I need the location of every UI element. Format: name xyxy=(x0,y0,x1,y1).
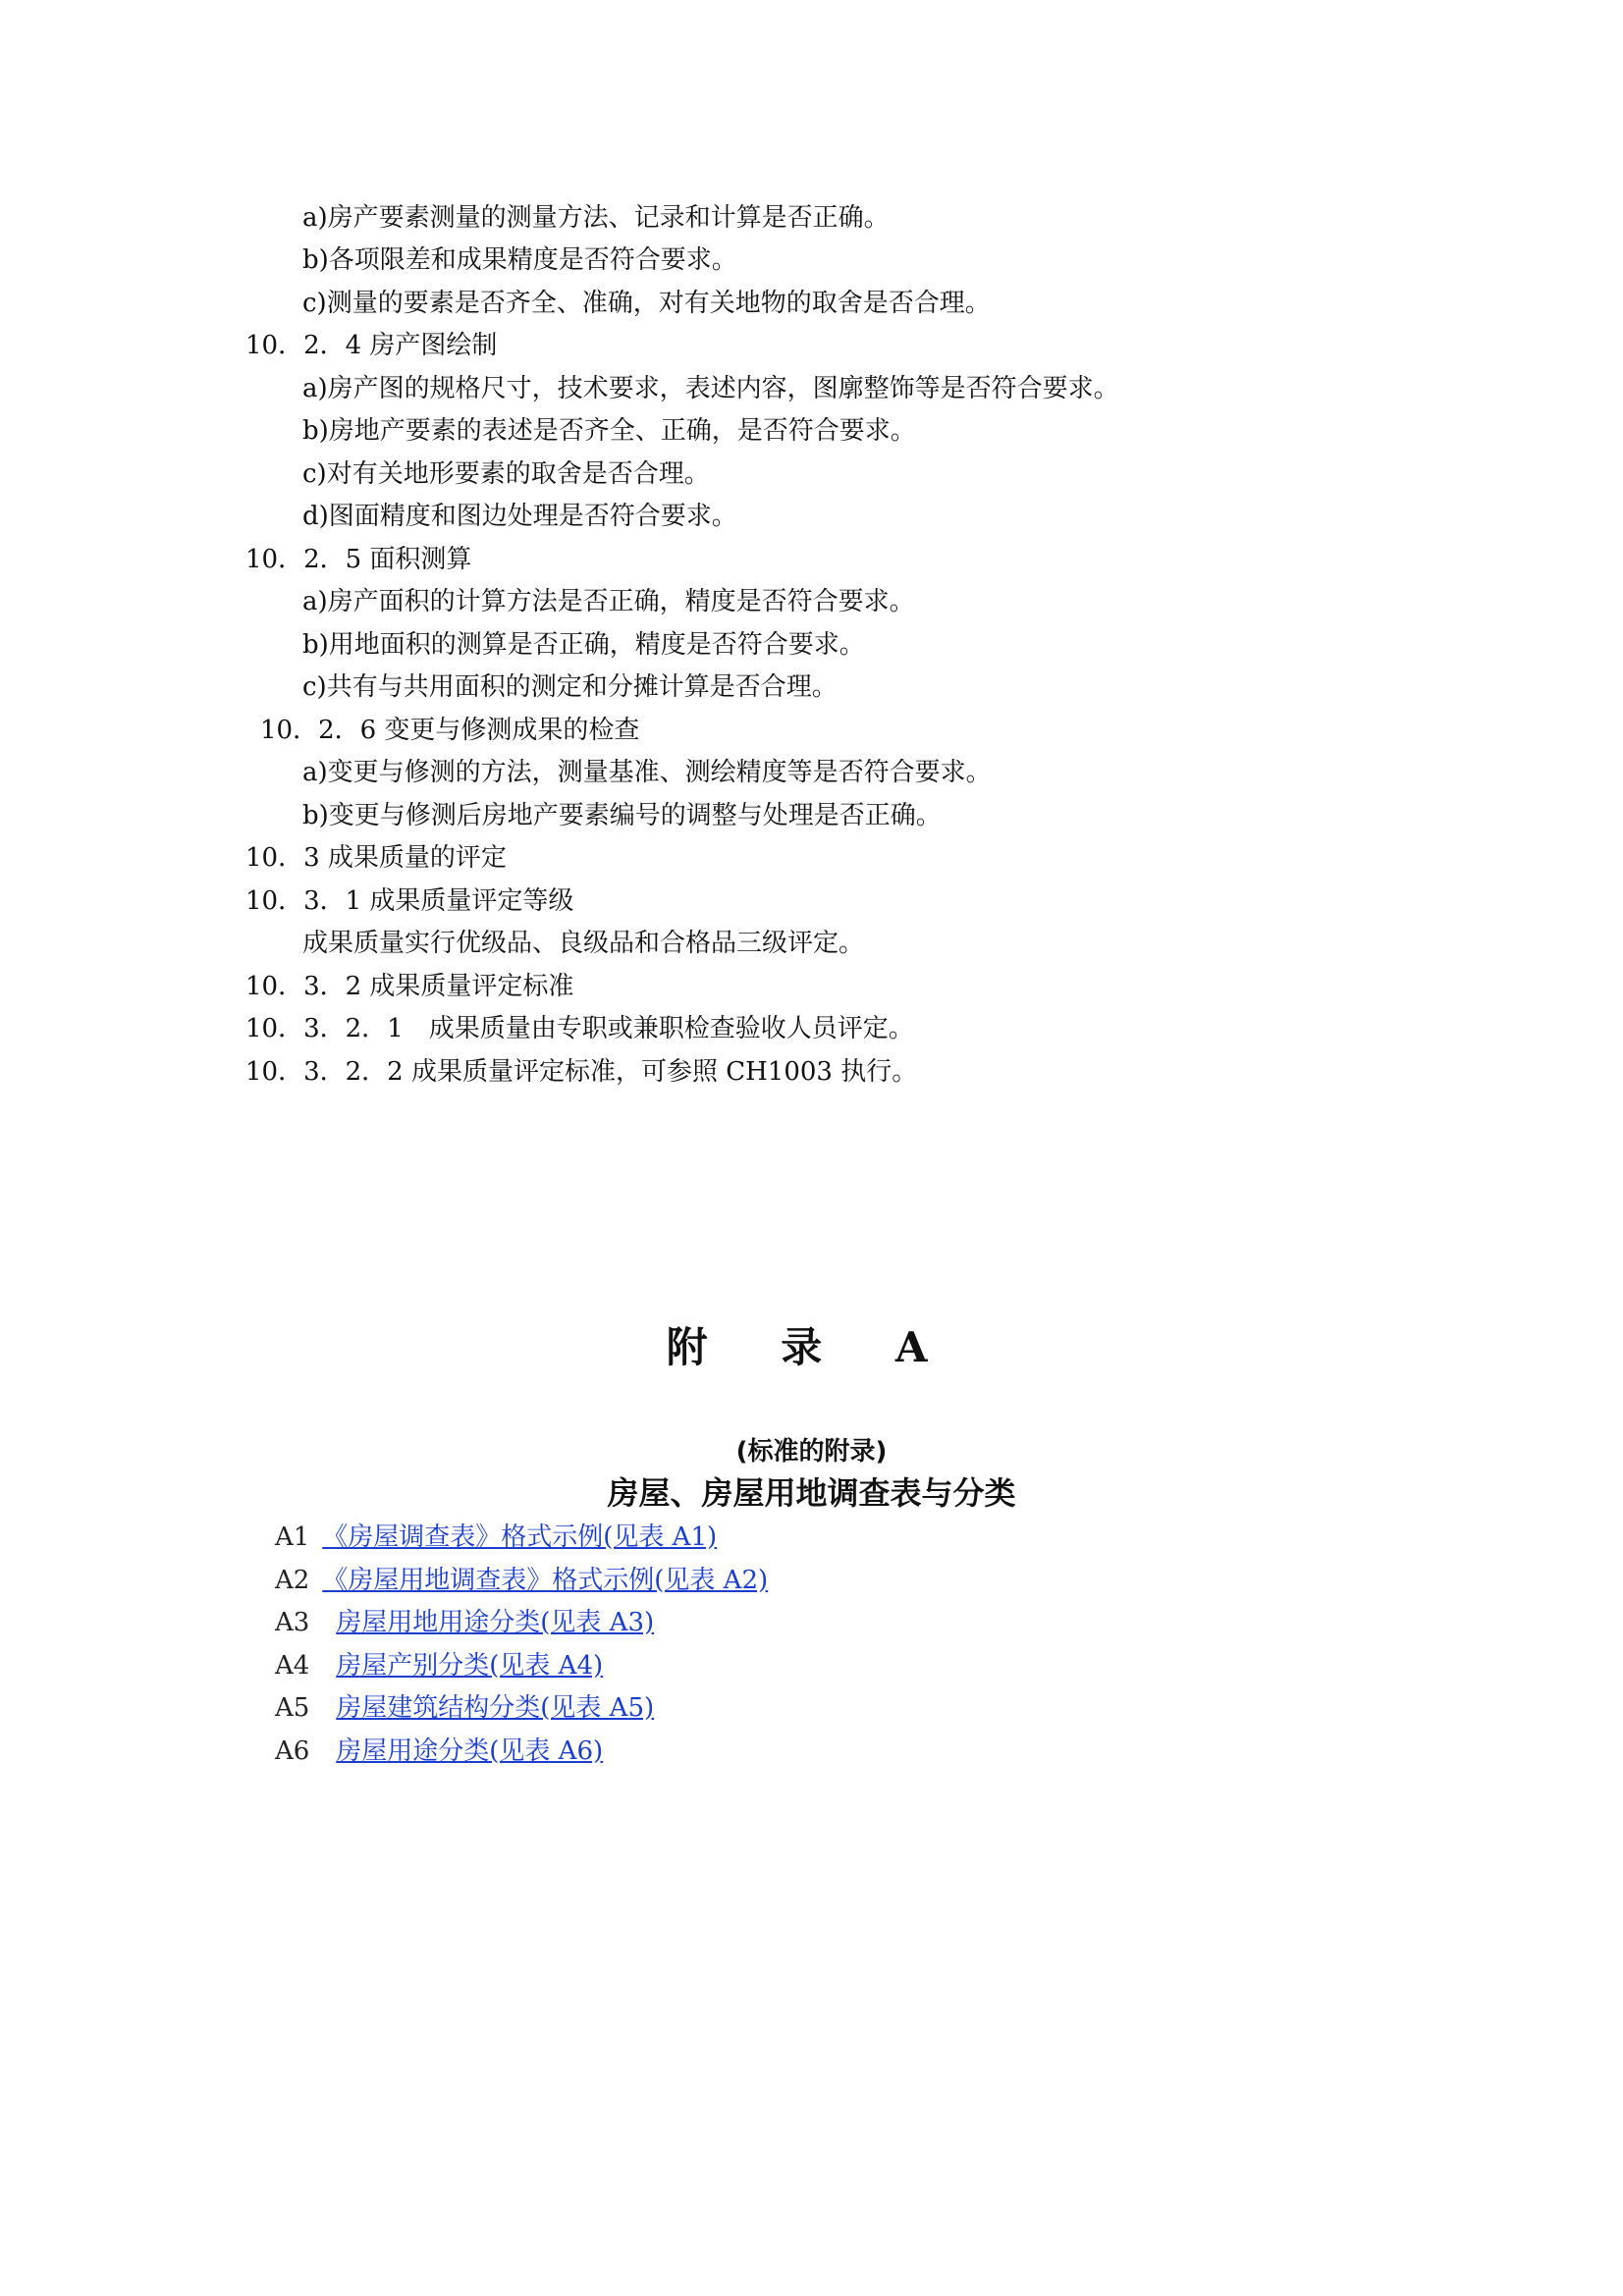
toc-code: A5 xyxy=(275,1693,310,1723)
appendix-heading: 房屋、房屋用地调查表与分类 xyxy=(607,1474,1016,1512)
section-10-3-1-text: 成果质量实行优级品、良级品和合格品三级评定。 xyxy=(302,929,865,958)
toc-link-a2[interactable]: 《房屋用地调查表》格式示例(见表 A2) xyxy=(322,1566,769,1595)
section-10-3-2-1: 10．3．2．1 成果质量由专职或兼职检查验收人员评定。 xyxy=(245,1014,914,1043)
check-item-2-5-b: b)用地面积的测算是否正确，精度是否符合要求。 xyxy=(302,630,865,660)
check-item-2-5-a: a)房产面积的计算方法是否正确，精度是否符合要求。 xyxy=(302,587,915,616)
section-10-2-6-heading: 10．2．6 变更与修测成果的检查 xyxy=(260,716,640,745)
toc-code: A6 xyxy=(275,1736,310,1766)
toc-link-a4[interactable]: 房屋产别分类(见表 A4) xyxy=(336,1651,604,1681)
section-10-3-2-2: 10．3．2．2 成果质量评定标准，可参照 CH1003 执行。 xyxy=(245,1057,918,1087)
toc-link-a3[interactable]: 房屋用地用途分类(见表 A3) xyxy=(336,1608,655,1637)
check-item-2-3-b: b)各项限差和成果精度是否符合要求。 xyxy=(302,245,737,275)
section-10-3-1-heading: 10．3．1 成果质量评定等级 xyxy=(245,886,574,916)
check-item-2-3-a: a)房产要素测量的测量方法、记录和计算是否正确。 xyxy=(302,203,890,233)
toc-link-a5[interactable]: 房屋建筑结构分类(见表 A5) xyxy=(336,1693,655,1723)
appendix-toc-item xyxy=(275,1691,654,1725)
check-item-2-5-c: c)共有与共用面积的测定和分摊计算是否合理。 xyxy=(302,672,838,702)
section-10-2-4-heading: 10．2．4 房产图绘制 xyxy=(245,331,498,360)
appendix-toc-item xyxy=(275,1735,603,1768)
appendix-subtitle: (标准的附录) xyxy=(735,1437,888,1467)
appendix-toc-item xyxy=(275,1564,768,1597)
section-10-3-2-heading: 10．3．2 成果质量评定标准 xyxy=(245,972,574,1001)
toc-code: A4 xyxy=(275,1651,310,1681)
appendix-title: 附 录 A xyxy=(666,1323,957,1371)
section-10-3-heading: 10．3 成果质量的评定 xyxy=(245,843,507,873)
appendix-toc-item xyxy=(275,1521,717,1554)
check-item-2-4-a: a)房产图的规格尺寸，技术要求，表述内容，图廓整饰等是否符合要求。 xyxy=(302,374,1119,403)
check-item-2-4-d: d)图面精度和图边处理是否符合要求。 xyxy=(302,502,737,531)
toc-code: A1 xyxy=(275,1522,310,1552)
check-item-2-4-c: c)对有关地形要素的取舍是否合理。 xyxy=(302,459,710,489)
toc-code: A2 xyxy=(275,1566,310,1595)
check-item-2-4-b: b)房地产要素的表述是否齐全、正确，是否符合要求。 xyxy=(302,416,916,446)
section-10-2-5-heading: 10．2．5 面积测算 xyxy=(245,545,472,574)
check-item-2-3-c: c)测量的要素是否齐全、准确，对有关地物的取舍是否合理。 xyxy=(302,289,991,318)
check-item-2-6-a: a)变更与修测的方法，测量基准、测绘精度等是否符合要求。 xyxy=(302,758,992,787)
check-item-2-6-b: b)变更与修测后房地产要素编号的调整与处理是否正确。 xyxy=(302,801,942,830)
toc-link-a6[interactable]: 房屋用途分类(见表 A6) xyxy=(336,1736,604,1766)
toc-link-a1[interactable]: 《房屋调查表》格式示例(见表 A1) xyxy=(322,1522,718,1552)
toc-code: A3 xyxy=(275,1608,310,1637)
appendix-toc-item xyxy=(275,1649,603,1682)
appendix-toc-item xyxy=(275,1606,654,1639)
